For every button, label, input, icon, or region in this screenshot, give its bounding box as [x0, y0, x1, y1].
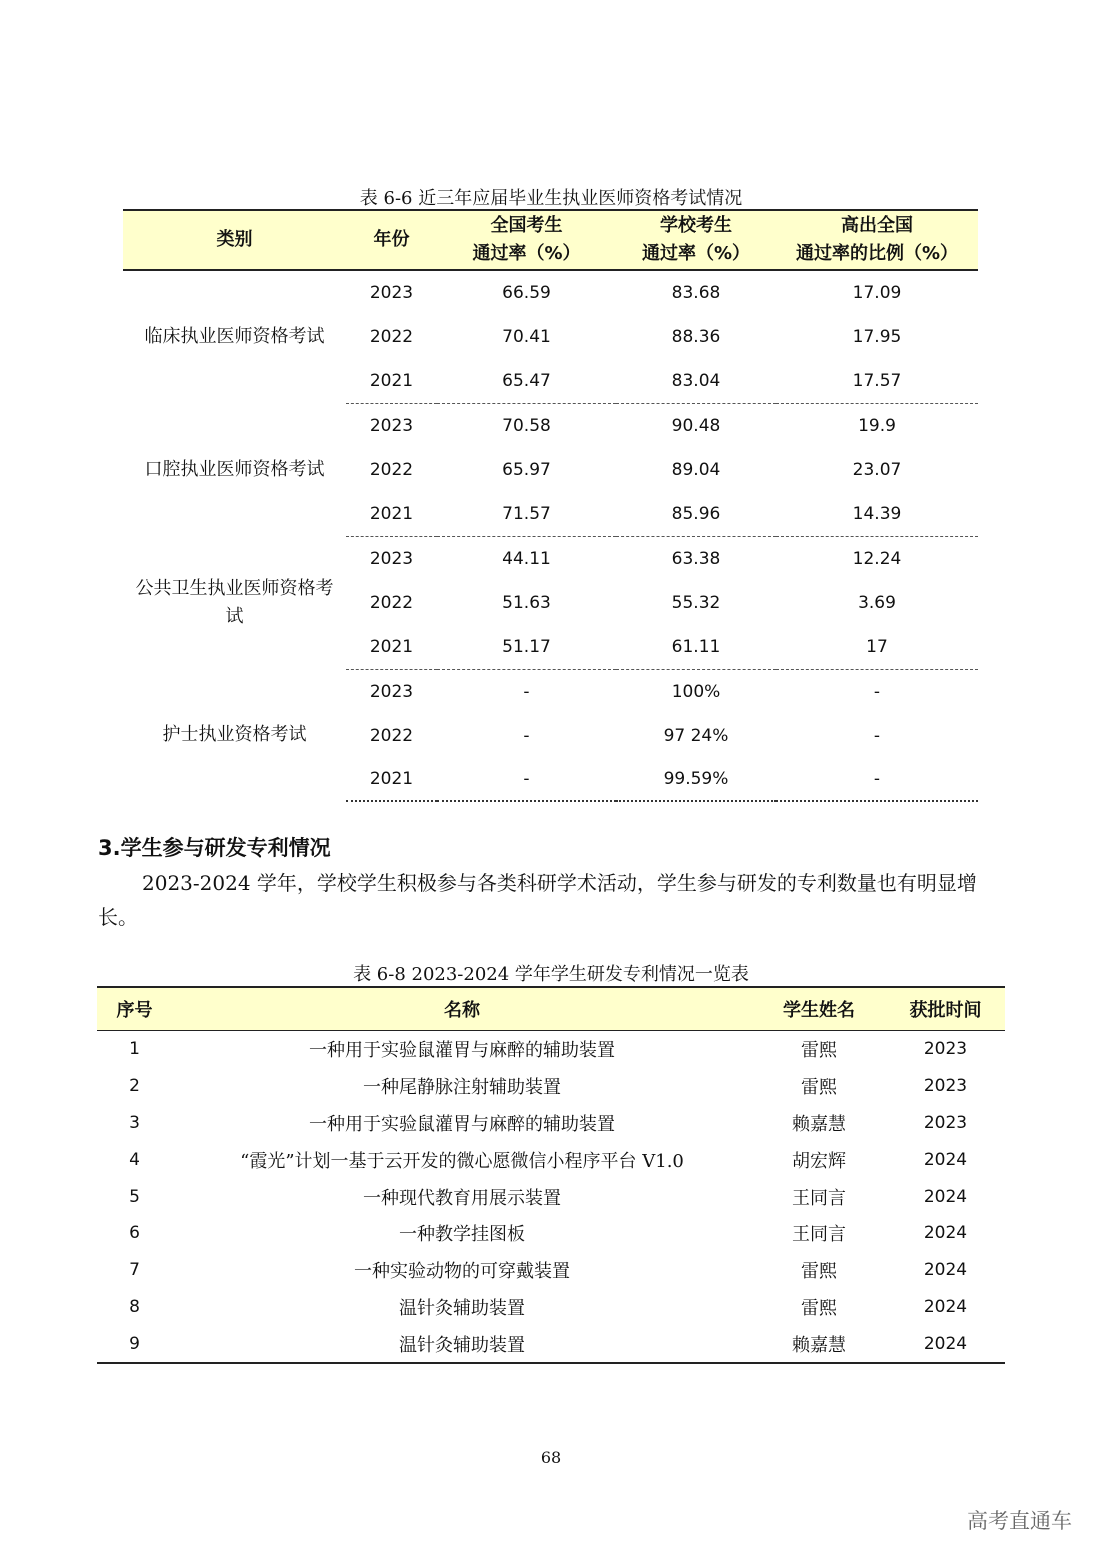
approval-year-cell: 2023 — [923, 1112, 968, 1133]
table-header-row — [97, 987, 1005, 1031]
table-header-row — [123, 210, 978, 270]
year-cell: 2022 — [369, 327, 414, 347]
student-name-cell: 雷熙 — [801, 1261, 837, 1283]
header-school-line1: 学校考生 — [660, 215, 732, 236]
approval-year-cell: 2023 — [923, 1076, 968, 1097]
row-number-cell: 7 — [129, 1260, 140, 1281]
year-cell: 2022 — [369, 593, 414, 613]
header-category: 类别 — [123, 210, 346, 270]
year-cell: 2023 — [369, 283, 414, 303]
exam-pass-rate-table — [123, 209, 978, 802]
school-rate-cell: 97 24% — [663, 726, 729, 746]
diff-rate-cell: 14.39 — [776, 492, 978, 537]
year-cell: 2021 — [346, 492, 437, 537]
watermark: 高考直通车 — [967, 1509, 1072, 1533]
header-no: 序号 — [97, 987, 172, 1031]
header-national-rate — [437, 210, 616, 270]
header-time: 获批时间 — [886, 987, 1005, 1031]
student-name-cell: 雷熙 — [801, 1297, 837, 1319]
patent-name-cell: 一种尾静脉注射辅助装置 — [363, 1077, 561, 1099]
national-rate-cell: 70.58 — [502, 416, 551, 436]
header-diff-line2: 通过率的比例（%） — [795, 243, 959, 264]
approval-year-cell: 2024 — [886, 1325, 1005, 1363]
table-row — [123, 537, 978, 582]
year-cell: 2021 — [346, 758, 437, 801]
national-rate-cell: 66.59 — [502, 283, 551, 303]
patent-name-cell: 一种用于实验鼠灌胃与麻醉的辅助装置 — [309, 1113, 615, 1135]
diff-rate-cell: 17.09 — [852, 283, 902, 303]
table-row — [97, 1068, 1005, 1105]
year-cell: 2023 — [369, 682, 414, 702]
row-number-cell: 9 — [97, 1325, 172, 1363]
diff-rate-cell: 17 — [776, 625, 978, 670]
diff-rate-cell: 12.24 — [852, 549, 902, 569]
approval-year-cell: 2024 — [923, 1186, 968, 1207]
section-paragraph: 2023-2024 学年，学校学生积极参与各类科研学术活动，学生参与研发的专利数量也有明显增长。 — [98, 871, 977, 929]
row-number-cell: 1 — [129, 1039, 140, 1060]
student-name-cell: 赖嘉慧 — [792, 1113, 846, 1135]
diff-rate-cell: - — [873, 726, 881, 746]
row-number-cell: 8 — [129, 1296, 140, 1317]
table-row — [97, 1178, 1005, 1215]
section-heading: 3.学生参与研发专利情况 — [98, 836, 331, 860]
table-row — [97, 1031, 1005, 1068]
category-cell: 护士执业资格考试 — [162, 724, 307, 746]
table-row — [123, 670, 978, 715]
patent-name-cell: 一种教学挂图板 — [399, 1224, 525, 1246]
student-name-cell: 王同言 — [792, 1224, 846, 1246]
school-rate-cell: 55.32 — [671, 593, 721, 613]
row-number-cell: 5 — [129, 1186, 140, 1207]
student-name-cell: 雷熙 — [801, 1040, 837, 1062]
national-rate-cell: 71.57 — [437, 492, 616, 537]
category-cell: 临床执业医师资格考试 — [144, 326, 325, 348]
school-rate-cell: 99.59% — [616, 758, 776, 801]
national-rate-cell: 65.47 — [437, 359, 616, 404]
header-school-line2: 通过率（%） — [641, 243, 751, 264]
national-rate-cell: 51.63 — [502, 593, 551, 613]
diff-rate-cell: 3.69 — [858, 593, 896, 613]
school-rate-cell: 61.11 — [616, 625, 776, 670]
approval-year-cell: 2023 — [923, 1039, 968, 1060]
school-rate-cell: 83.04 — [616, 359, 776, 404]
table-caption-6-8: 表 6-8 2023-2024 学年学生研发专利情况一览表 — [353, 964, 749, 985]
student-name-cell: 王同言 — [792, 1187, 846, 1209]
national-rate-cell: 70.41 — [502, 327, 551, 347]
header-national-line2: 通过率（%） — [472, 243, 581, 264]
header-student: 学生姓名 — [752, 987, 886, 1031]
year-cell: 2023 — [369, 416, 414, 436]
header-national-line1: 全国考生 — [490, 215, 563, 236]
national-rate-cell: - — [523, 682, 530, 702]
national-rate-cell: 65.97 — [502, 460, 551, 480]
year-cell: 2021 — [346, 625, 437, 670]
student-name-cell: 赖嘉慧 — [752, 1325, 886, 1363]
row-number-cell: 4 — [129, 1149, 140, 1170]
school-rate-cell: 88.36 — [671, 327, 721, 347]
student-name-cell: 雷熙 — [801, 1077, 837, 1099]
school-rate-cell: 83.68 — [671, 283, 721, 303]
category-cell: 公共卫生执业医师资格考试 — [135, 578, 334, 627]
diff-rate-cell: 23.07 — [852, 460, 902, 480]
national-rate-cell: 51.17 — [437, 625, 616, 670]
school-rate-cell: 85.96 — [616, 492, 776, 537]
approval-year-cell: 2024 — [923, 1296, 968, 1317]
category-cell: 口腔执业医师资格考试 — [144, 459, 325, 480]
patent-name-cell: 温针灸辅助装置 — [172, 1325, 752, 1363]
header-year: 年份 — [346, 210, 437, 270]
table-row — [97, 1215, 1005, 1252]
national-rate-cell: 44.11 — [502, 549, 551, 569]
table-row — [97, 1252, 1005, 1289]
header-diff-line1: 高出全国 — [841, 215, 913, 236]
student-name-cell: 胡宏辉 — [792, 1150, 846, 1172]
patent-name-cell: “霞光”计划一基于云开发的微心愿微信小程序平台 V1.0 — [240, 1150, 684, 1172]
school-rate-cell: 89.04 — [671, 460, 721, 480]
patent-name-cell: 温针灸辅助装置 — [399, 1297, 525, 1319]
school-rate-cell: 90.48 — [671, 416, 721, 436]
table-row — [123, 270, 978, 315]
school-rate-cell: 63.38 — [671, 549, 721, 569]
diff-rate-cell: 17.95 — [852, 327, 902, 347]
patent-name-cell: 一种现代教育用展示装置 — [363, 1187, 561, 1209]
diff-rate-cell: - — [776, 758, 978, 801]
header-name: 名称 — [172, 987, 752, 1031]
national-rate-cell: - — [523, 726, 530, 746]
patent-name-cell: 一种用于实验鼠灌胃与麻醉的辅助装置 — [309, 1040, 615, 1062]
table-row — [97, 1141, 1005, 1178]
year-cell: 2021 — [346, 359, 437, 404]
table-row — [97, 1105, 1005, 1142]
table-row — [97, 1289, 1005, 1326]
diff-rate-cell: - — [873, 682, 881, 702]
approval-year-cell: 2024 — [923, 1260, 968, 1281]
year-cell: 2022 — [369, 726, 414, 746]
header-school-rate — [616, 210, 776, 270]
approval-year-cell: 2024 — [923, 1149, 968, 1170]
year-cell: 2022 — [369, 460, 414, 480]
diff-rate-cell: 17.57 — [776, 359, 978, 404]
row-number-cell: 2 — [129, 1076, 140, 1097]
school-rate-cell: 100% — [671, 682, 721, 702]
row-number-cell: 3 — [129, 1112, 140, 1133]
national-rate-cell: - — [437, 758, 616, 801]
table-caption-6-6: 表 6-6 近三年应届毕业生执业医师资格考试情况 — [359, 188, 743, 209]
patent-name-cell: 一种实验动物的可穿戴装置 — [354, 1261, 570, 1283]
approval-year-cell: 2024 — [923, 1223, 968, 1244]
page-number: 68 — [540, 1448, 562, 1467]
header-diff-rate — [776, 210, 978, 270]
diff-rate-cell: 19.9 — [858, 416, 896, 436]
table-row — [97, 1325, 1005, 1363]
patent-list-table — [97, 986, 1005, 1364]
row-number-cell: 6 — [129, 1223, 140, 1244]
table-row — [123, 404, 978, 449]
year-cell: 2023 — [369, 549, 414, 569]
